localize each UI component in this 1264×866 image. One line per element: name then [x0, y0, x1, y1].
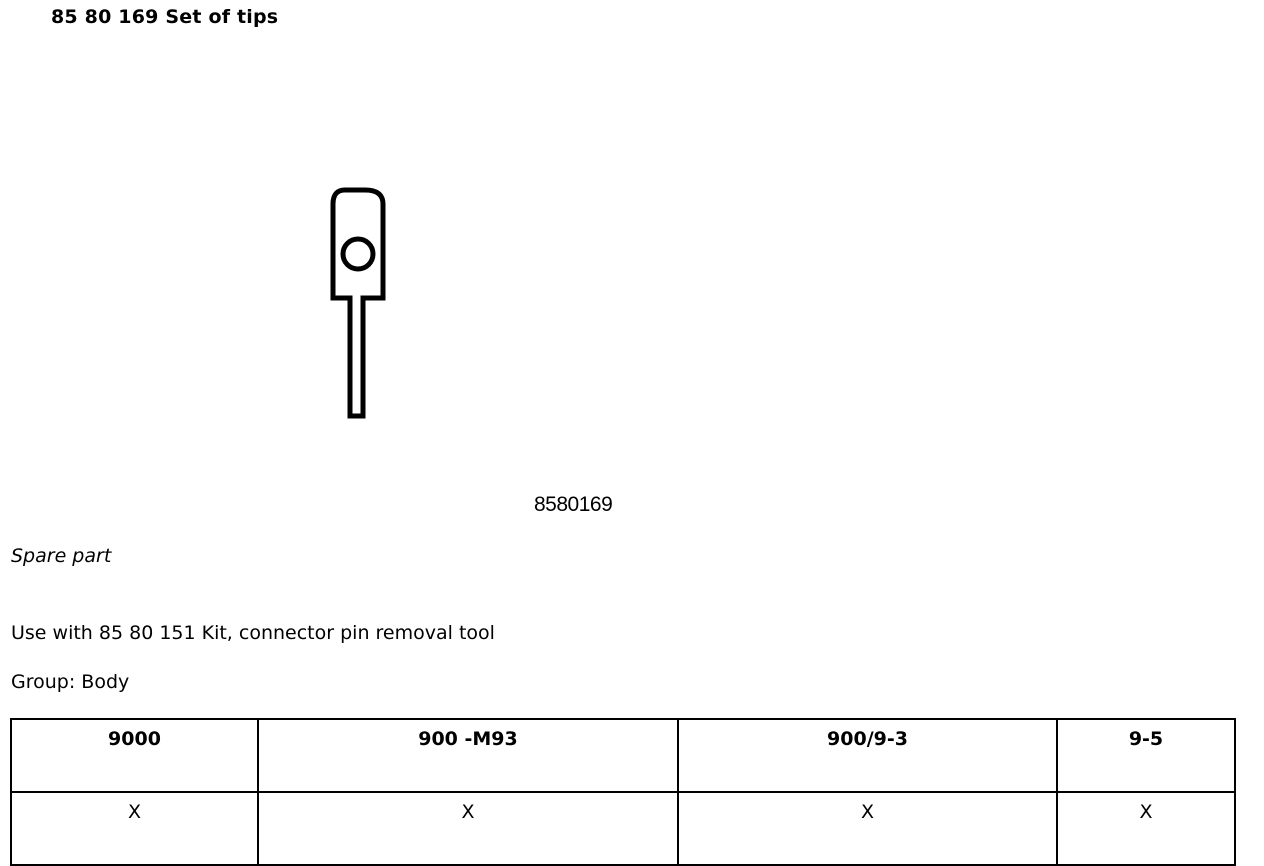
table-cell: X: [258, 792, 678, 865]
table-cell: X: [1057, 792, 1235, 865]
table-header-cell: 9-5: [1057, 719, 1235, 792]
table-row: [11, 792, 1235, 865]
group-text: Group: Body: [11, 671, 130, 693]
table-cell: X: [678, 792, 1057, 865]
page-title: 85 80 169 Set of tips: [51, 6, 279, 28]
figure-code: 8580169: [534, 493, 613, 516]
model-table: [10, 718, 1236, 866]
table-header-cell: 900/9-3: [678, 719, 1057, 792]
use-with-text: Use with 85 80 151 Kit, connector pin removal tool: [11, 622, 495, 644]
spare-part-label: Spare part: [11, 545, 112, 567]
table-header-cell: 900 -M93: [258, 719, 678, 792]
table-header-row: [11, 719, 1235, 792]
tip-drawing-icon: [325, 184, 391, 428]
table-header-cell: 9000: [11, 719, 258, 792]
table-cell: X: [11, 792, 258, 865]
